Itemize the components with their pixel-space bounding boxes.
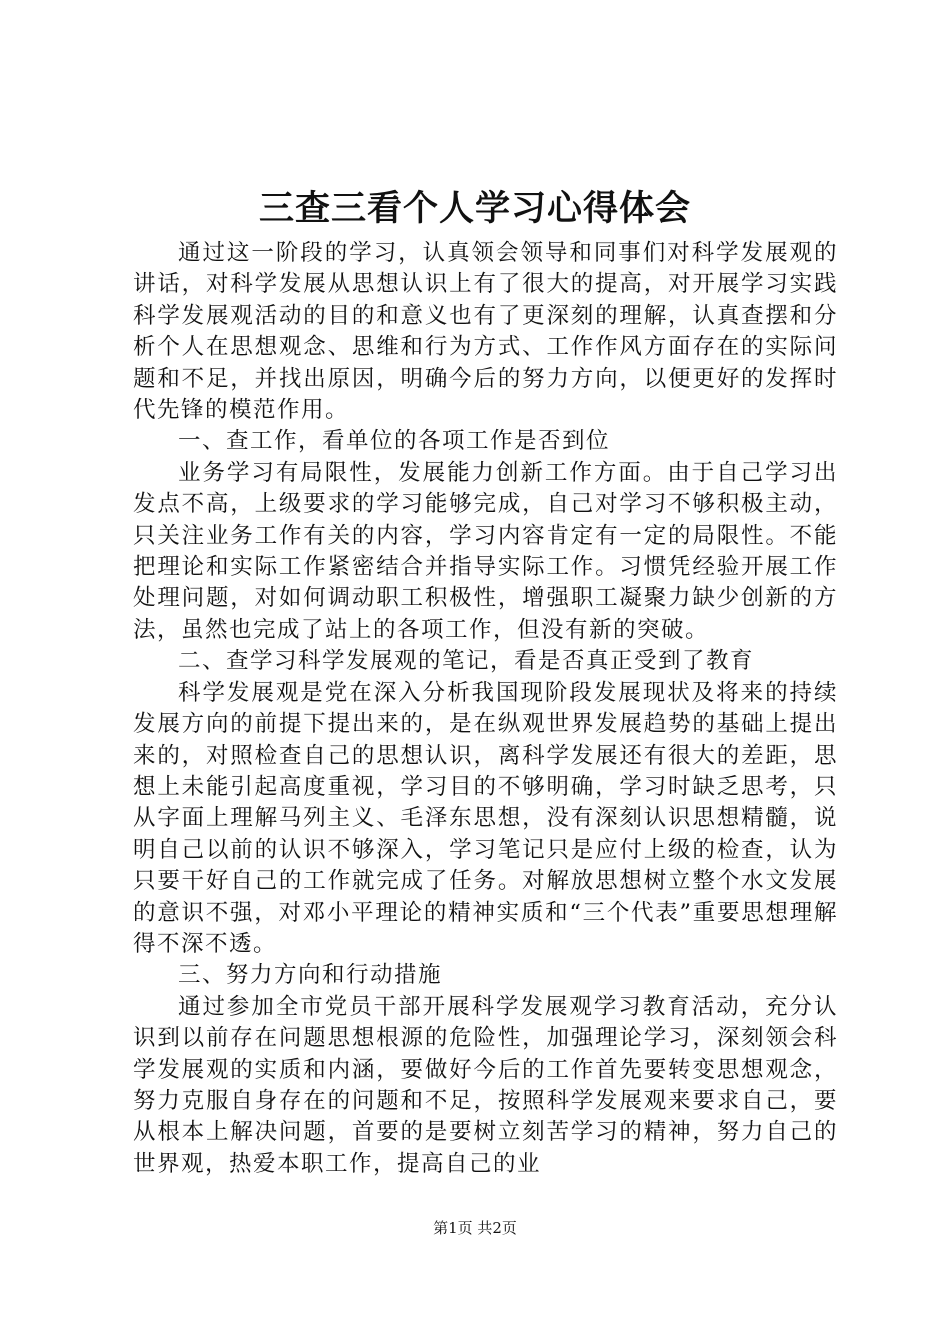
page-number-footer: 第1页 共2页 (433, 1219, 517, 1237)
paragraph-section-1: 业务学习有局限性，发展能力创新工作方面。由于自己学习出发点不高，上级要求的学习能够完成，自己对学习不够积极主动，只关注业务工作有关的内容，学习内容肯定有一定的局限性。不能把理论和实际工作紧密结合并指导实际工作。习惯凭经验开展工作处理问题，对如何调动职工积极性，增强职工凝聚力缺少创新的方法，虽然也完成了站上的各项工作，但没有新的突破。 (133, 459, 838, 643)
section-heading-1: 一、查工作，看单位的各项工作是否到位 (178, 428, 611, 455)
section-heading-2: 二、查学习科学发展观的笔记，看是否真正受到了教育 (178, 648, 755, 675)
paragraph-intro: 通过这一阶段的学习，认真领会领导和同事们对科学发展观的讲话，对科学发展从思想认识上有了很大的提高，对开展学习实践科学发展观活动的目的和意义也有了更深刻的理解，认真查摆和分析个人在思想观念、思维和行为方式、工作作风方面存在的实际问题和不足，并找出原因，明确今后的努力方向，以便更好的发挥时代先锋的模范作用。 (133, 240, 838, 424)
document-body (133, 238, 838, 1180)
section-heading-3: 三、努力方向和行动措施 (178, 962, 443, 989)
document-title: 三查三看个人学习心得体会 (258, 188, 691, 229)
paragraph-section-3: 通过参加全市党员干部开展科学发展观学习教育活动，充分认识到以前存在问题思想根源的危险性，加强理论学习，深刻领会科学发展观的实质和内涵，要做好今后的工作首先要转变思想观念，努力克服自身存在的问题和不足，按照科学发展观来要求自己，要从根本上解决问题，首要的是要树立刻苦学习的精神，努力自己的世界观，热爱本职工作，提高自己的业 (133, 993, 838, 1177)
paragraph-section-2: 科学发展观是党在深入分析我国现阶段发展现状及将来的持续发展方向的前提下提出来的，是在纵观世界发展趋势的基础上提出来的，对照检查自己的思想认识，离科学发展还有很大的差距，思想上未能引起高度重视，学习目的不够明确，学习时缺乏思考，只从字面上理解马列主义、毛泽东思想，没有深刻认识思想精髓，说明自己以前的认识不够深入，学习笔记只是应付上级的检查，认为只要干好自己的工作就完成了任务。对解放思想树立整个水文发展的意识不强，对邓小平理论的精神实质和“三个代表”重要思想理解得不深不透。 (133, 679, 838, 957)
